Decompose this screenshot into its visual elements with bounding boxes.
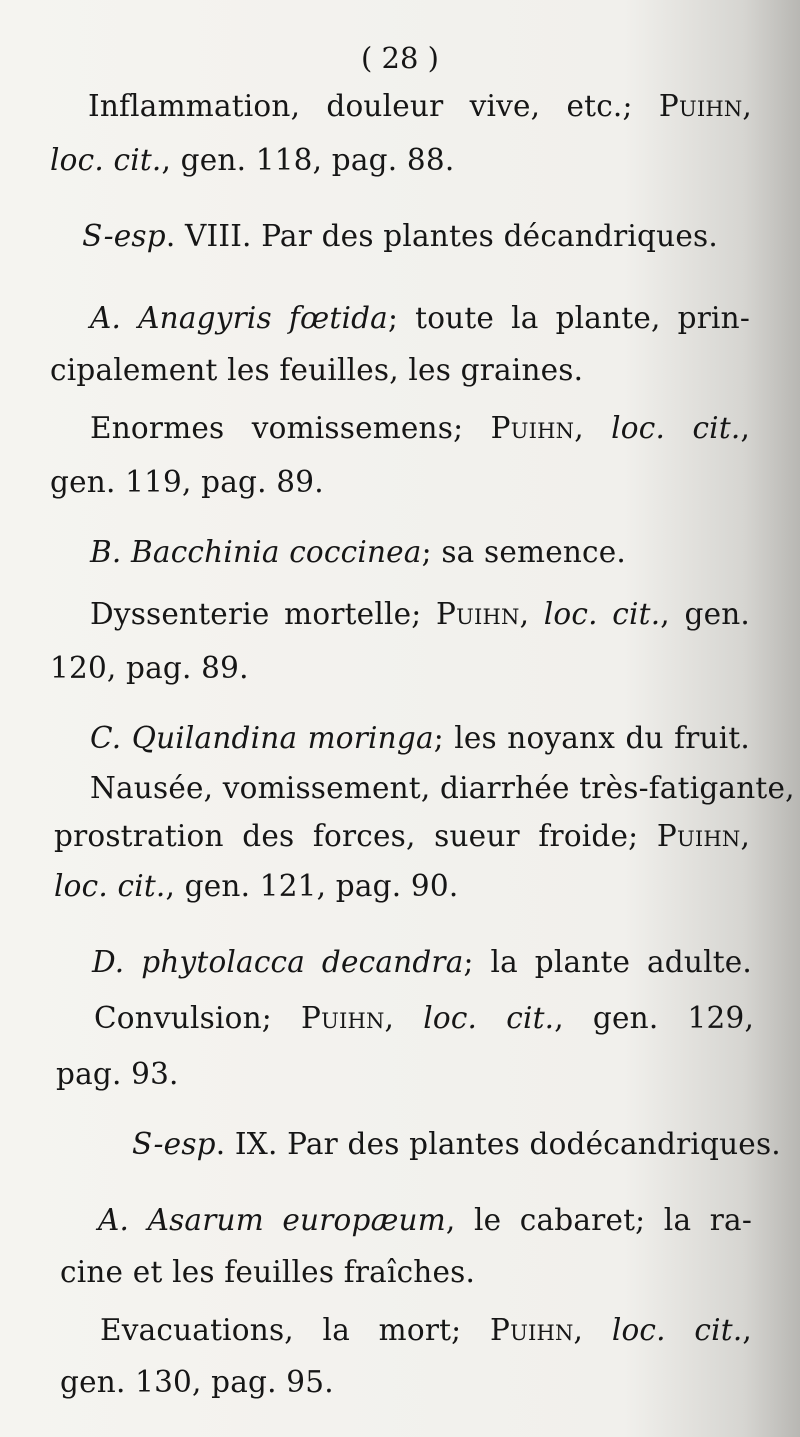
effect-text: Convulsion;: [94, 1001, 272, 1035]
author-name: Puihn: [301, 1001, 385, 1035]
author-name: Puihn: [436, 597, 520, 631]
text-line: [90, 408, 750, 448]
citation-ref: 120, pag. 89.: [50, 651, 249, 685]
text-line: [60, 1252, 475, 1292]
plant-name: Asarum europæum: [147, 1203, 446, 1237]
effect-text: Enormes vomissemens;: [90, 411, 464, 445]
citation-loc: loc. cit.: [50, 143, 162, 177]
text-run: Inflammation, douleur vive, etc.;: [88, 89, 633, 123]
section-title: IX. Par des plantes dodécandriques.: [234, 1127, 781, 1161]
text-line: [50, 350, 583, 390]
text-run: ; toute la plante, prin-: [387, 301, 750, 335]
text-run: ; la plante adulte.: [463, 945, 752, 979]
text-run: ,: [519, 597, 530, 631]
text-line: [94, 998, 754, 1038]
plant-name: Bacchinia coccinea: [131, 535, 422, 569]
citation-ref: , gen. 121, pag. 90.: [165, 869, 459, 903]
entry-letter: A.: [98, 1203, 130, 1237]
effect-text: Dyssenterie mortelle;: [90, 597, 422, 631]
section-heading: [0, 216, 800, 256]
text-run: .: [215, 1127, 235, 1161]
effect-text: Nausée, vomissement, diarrhée très-fatigante,: [90, 771, 795, 805]
text-line: [90, 718, 750, 758]
text-line: [60, 1362, 334, 1402]
author-name: Puihn: [656, 819, 741, 853]
entry-letter: B.: [90, 535, 122, 569]
section-prefix: S-esp: [132, 1127, 216, 1161]
text-run: , gen. 118, pag. 88.: [161, 143, 455, 177]
citation-loc: loc. cit.: [543, 597, 661, 631]
text-run: .: [165, 219, 185, 253]
text-line: [88, 86, 752, 126]
entry-letter: A.: [90, 301, 122, 335]
citation-loc: loc. cit.: [611, 1313, 743, 1347]
text-run: ; les noyanx du fruit.: [433, 721, 751, 755]
text-run: ,: [573, 1313, 584, 1347]
text-run: ,: [740, 411, 751, 445]
text-run: , gen.: [660, 597, 750, 631]
text-line: [50, 462, 324, 502]
text-line: [90, 298, 750, 338]
text-line: [100, 1310, 752, 1350]
text-line: [54, 816, 750, 856]
plant-name: Quilandina moringa: [131, 721, 434, 755]
text-run: , gen. 129,: [554, 1001, 755, 1035]
text-line: [50, 648, 249, 688]
text-run: ,: [574, 411, 584, 445]
author-name: Puihn: [490, 1313, 574, 1347]
text-line: [50, 140, 454, 180]
text-run: ,: [742, 89, 752, 123]
author-name: Puihn: [658, 89, 743, 123]
section-prefix: S-esp: [82, 219, 166, 253]
text-line: [92, 942, 752, 982]
effect-text: Evacuations, la mort;: [100, 1313, 462, 1347]
plant-name: phytolacca decandra: [141, 945, 464, 979]
text-run: ,: [742, 1313, 752, 1347]
citation-loc: loc. cit.: [54, 869, 166, 903]
citation-ref: pag. 93.: [56, 1057, 179, 1091]
citation-loc: loc. cit.: [423, 1001, 555, 1035]
entry-letter: C.: [90, 721, 122, 755]
text-run: cipalement les feuilles, les graines.: [50, 353, 584, 387]
plant-name: Anagyris fœtida: [138, 301, 388, 335]
text-line: [90, 768, 795, 808]
text-line: [98, 1200, 752, 1240]
author-name: Puihn: [490, 411, 575, 445]
text-run: ,: [740, 819, 751, 853]
text-run: , le cabaret; la ra-: [445, 1203, 752, 1237]
entry-letter: D.: [92, 945, 125, 979]
text-line: [54, 866, 458, 906]
page-number: ( 28 ): [361, 41, 439, 75]
effect-text: prostration des forces, sueur froide;: [54, 819, 639, 853]
section-title: VIII. Par des plantes décandriques.: [184, 219, 718, 253]
text-line: [90, 594, 750, 634]
text-line: [90, 532, 626, 572]
citation-loc: loc. cit.: [611, 411, 741, 445]
citation-ref: gen. 130, pag. 95.: [60, 1365, 334, 1399]
text-run: cine et les feuilles fraîches.: [60, 1255, 476, 1289]
text-line: [56, 1054, 179, 1094]
text-run: ; sa semence.: [421, 535, 627, 569]
text-run: ,: [384, 1001, 395, 1035]
section-heading: [132, 1124, 781, 1164]
citation-ref: gen. 119, pag. 89.: [50, 465, 324, 499]
